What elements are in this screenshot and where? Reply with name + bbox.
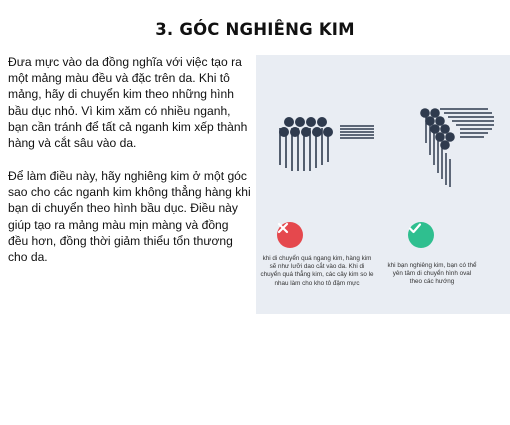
needle-diagram bbox=[256, 55, 510, 225]
angled-needle-group bbox=[420, 108, 494, 187]
page-title: 3. GÓC NGHIÊNG KIM bbox=[155, 20, 355, 39]
straight-needle-group bbox=[279, 117, 374, 171]
paragraph-intro: Đưa mực vào da đồng nghĩa với việc tạo ra một mảng màu đều và đặc trên da. Khi tô mảng, hãy di chuyển kim theo những hình bầu dục nhỏ. Vì kim xăm có nhiều nganh, bạn cần tránh để tất cả nganh kim xếp thành hàng và cắt sâu vào da. bbox=[8, 55, 248, 151]
check-icon bbox=[408, 222, 434, 248]
needle-angle-illustration bbox=[256, 55, 510, 314]
x-icon bbox=[277, 222, 303, 248]
right-angle-caption: khi bạn nghiêng kim, bạn có thể yên tâm di chuyển hình oval theo các hướng bbox=[387, 262, 477, 286]
wrong-angle-caption: khi di chuyển quá ngang kim, hàng kim sẽ như lưỡi dao cắt vào da. Khi di chuyển quá thẳng kim, các cây kim so le nhau làm cho kho tô đậm mực bbox=[260, 255, 374, 287]
paragraph-technique: Để làm điều này, hãy nghiêng kim ở một góc sao cho các nganh kim không thẳng hàng khi bạn di chuyển theo hình bầu dục. Điều này giúp tạo ra mảng màu mịn màng và đồng đều hơn, đồng thời giảm thiểu tổn thương cho da. bbox=[8, 169, 251, 265]
